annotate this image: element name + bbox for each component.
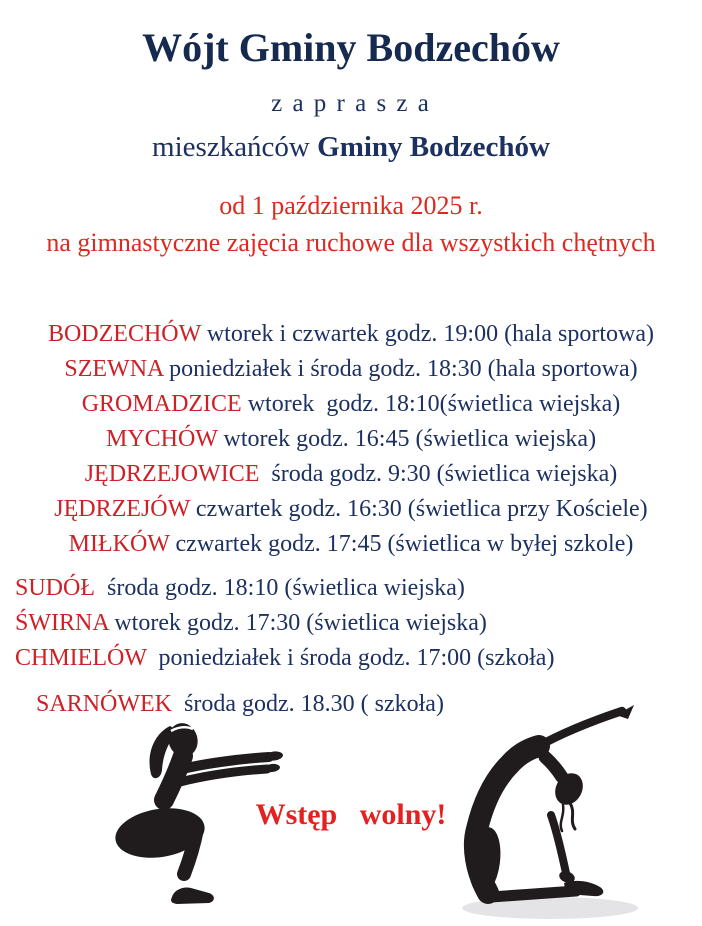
town-name: CHMIELÓW <box>15 645 147 671</box>
schedule-details: wtorek godz. 18:10(świetlica wiejska) <box>241 391 621 417</box>
schedule-left-group <box>15 571 702 676</box>
schedule-row-szewna <box>0 352 702 387</box>
town-name: MIŁKÓW <box>68 531 170 557</box>
town-name: JĘDRZEJOWICE <box>84 461 260 487</box>
schedule-row-gromadzice <box>0 387 702 422</box>
schedule-details: środa godz. 9:30 (świetlica wiejska) <box>259 461 618 487</box>
town-name: SARNÓWEK <box>36 691 172 717</box>
schedule-details: środa godz. 18:10 (świetlica wiejska) <box>95 575 465 601</box>
schedule-details: wtorek godz. 17:30 (świetlica wiejska) <box>108 610 487 636</box>
schedule-details: wtorek i czwartek godz. 19:00 (hala sportowa) <box>200 321 655 347</box>
town-name: JĘDRZEJÓW <box>54 496 190 522</box>
schedule-details: poniedziałek i środa godz. 17:00 (szkoła) <box>146 645 555 671</box>
announcement-block <box>0 187 702 261</box>
town-name: BODZECHÓW <box>47 321 201 347</box>
town-name: MYCHÓW <box>105 426 218 452</box>
start-date-line: od 1 października 2025 r. <box>219 191 483 220</box>
town-name: SZEWNA <box>64 356 164 382</box>
schedule-details: poniedziałek i środa godz. 18:30 (hala sportowa) <box>163 356 638 382</box>
audience-line <box>0 131 702 164</box>
schedule-row-chmielow <box>15 641 702 676</box>
poster-header <box>0 0 702 164</box>
town-name: SUDÓŁ <box>15 575 96 601</box>
activity-line: na gimnastyczne zajęcia ruchowe dla wszystkich chętnych <box>46 228 656 257</box>
schedule-details: czwartek godz. 16:30 (świetlica przy Kościele) <box>189 496 648 522</box>
schedule-row-jedrzejow <box>0 492 702 527</box>
free-entry-text: Wstęp wolny! <box>255 798 447 831</box>
schedule-details: czwartek godz. 17:45 (świetlica w byłej szkole) <box>169 531 634 557</box>
schedule-row-bodzechow <box>0 317 702 352</box>
invitation-word: z a p r a s z a <box>271 90 431 117</box>
page-title: Wójt Gminy Bodzechów <box>142 25 560 70</box>
schedule-row-swirna <box>15 606 702 641</box>
schedule-details: wtorek godz. 16:45 (świetlica wiejska) <box>217 426 597 452</box>
schedule-row-mychow <box>0 422 702 457</box>
town-name: GROMADZICE <box>81 391 242 417</box>
town-name: ŚWIRNA <box>15 610 109 636</box>
schedule-centered-group <box>0 317 702 562</box>
schedule-row-jedrzejowice <box>0 457 702 492</box>
schedule-row-milkow <box>0 527 702 562</box>
audience-municipality: Gminy Bodzechów <box>317 131 550 163</box>
backbend-exercise-silhouette-icon <box>458 703 668 926</box>
audience-prefix: mieszkańców <box>152 131 318 163</box>
schedule-details: środa godz. 18.30 ( szkoła) <box>172 691 444 717</box>
schedule-row-sudol <box>15 571 702 606</box>
